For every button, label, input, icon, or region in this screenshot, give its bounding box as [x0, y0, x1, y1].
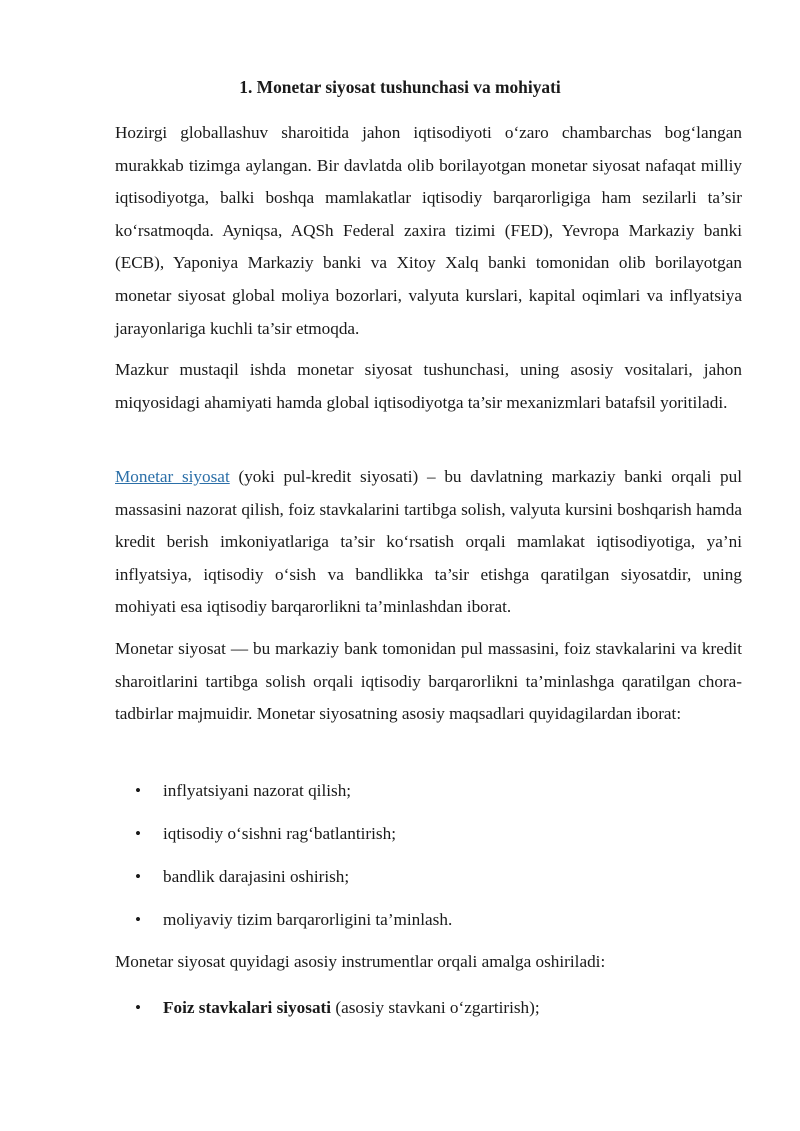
list-item-text: inflyatsiyani nazorat qilish; — [163, 781, 352, 800]
list-item-text: iqtisodiy o‘sishni rag‘batlantirish; — [163, 824, 396, 843]
list-item-text — [163, 996, 540, 1020]
list-item-text: bandlik darajasini oshirish; — [163, 867, 350, 886]
instrument-description: (asosiy stavkani o‘zgartirish); — [331, 998, 540, 1017]
bullet-icon: • — [135, 867, 142, 886]
monetar-siyosat-link[interactable]: Monetar siyosat — [115, 467, 230, 486]
definition-text: (yoki pul-kredit siyosati) – bu davlatning markaziy banki orqali pul massasini nazorat qilish, foiz stavkalarini tartibga solish, valyuta kursini boshqarish hamda kredit berish imkoniyatlariga ta’sir ko‘rsatish orqali mamlakat iqtisodiyotiga, ya’ni inflyatsiya, iqtisodiy o‘sish va bandlikka ta’sir etishga qaratilgan siyosatdir, uning mohiyati esa iqtisodiy barqarorlikni ta’minlashdan iborat. — [115, 467, 742, 617]
paragraph-definition — [115, 461, 742, 624]
bullet-icon: • — [135, 781, 142, 800]
bullet-icon: • — [135, 910, 142, 929]
bullet-icon: • — [135, 998, 142, 1017]
instrument-name: Foiz stavkalari siyosati — [163, 998, 332, 1017]
bullet-icon: • — [135, 824, 142, 843]
section-title: 1. Monetar siyosat tushunchasi va mohiyati — [239, 77, 561, 97]
paragraph-scope: Mazkur mustaqil ishda monetar siyosat tushunchasi, uning asosiy vositalari, jahon miqyosidagi ahamiyati hamda global iqtisodiyotga ta’sir mexanizmlari batafsil yoritiladi. — [115, 360, 742, 412]
list-item-text: moliyaviy tizim barqarorligini ta’minlash. — [163, 910, 453, 929]
paragraph-goals-intro: Monetar siyosat — bu markaziy bank tomonidan pul massasini, foiz stavkalarini va kredit sharoitlarini tartibga solish orqali iqtisodiy barqarorlikni ta’minlashga qaratilgan chora-tadbirlar majmuidir. Monetar siyosatning asosiy maqsadlari quyidagilardan iborat: — [115, 639, 742, 724]
paragraph-instruments-intro: Monetar siyosat quyidagi asosiy instrumentlar orqali amalga oshiriladi: — [115, 952, 606, 971]
paragraph-intro: Hozirgi globallashuv sharoitida jahon iqtisodiyoti o‘zaro chambarchas bog‘langan murakkab tizimga aylangan. Bir davlatda olib borilayotgan monetar siyosat nafaqat milliy iqtisodiyotga, balki boshqa mamlakatlar iqtisodiy barqarorligiga ham sezilarli ta’sir ko‘rsatmoqda. Ayniqsa, AQSh Federal zaxira tizimi (FED), Yevropa Markaziy banki (ECB), Yaponiya Markaziy banki va Xitoy Xalq banki tomonidan olib borilayotgan monetar siyosat global moliya bozorlari, valyuta kurslari, kapital oqimlari va inflyatsiya jarayonlariga kuchli ta’sir etmoqda. — [115, 123, 742, 338]
